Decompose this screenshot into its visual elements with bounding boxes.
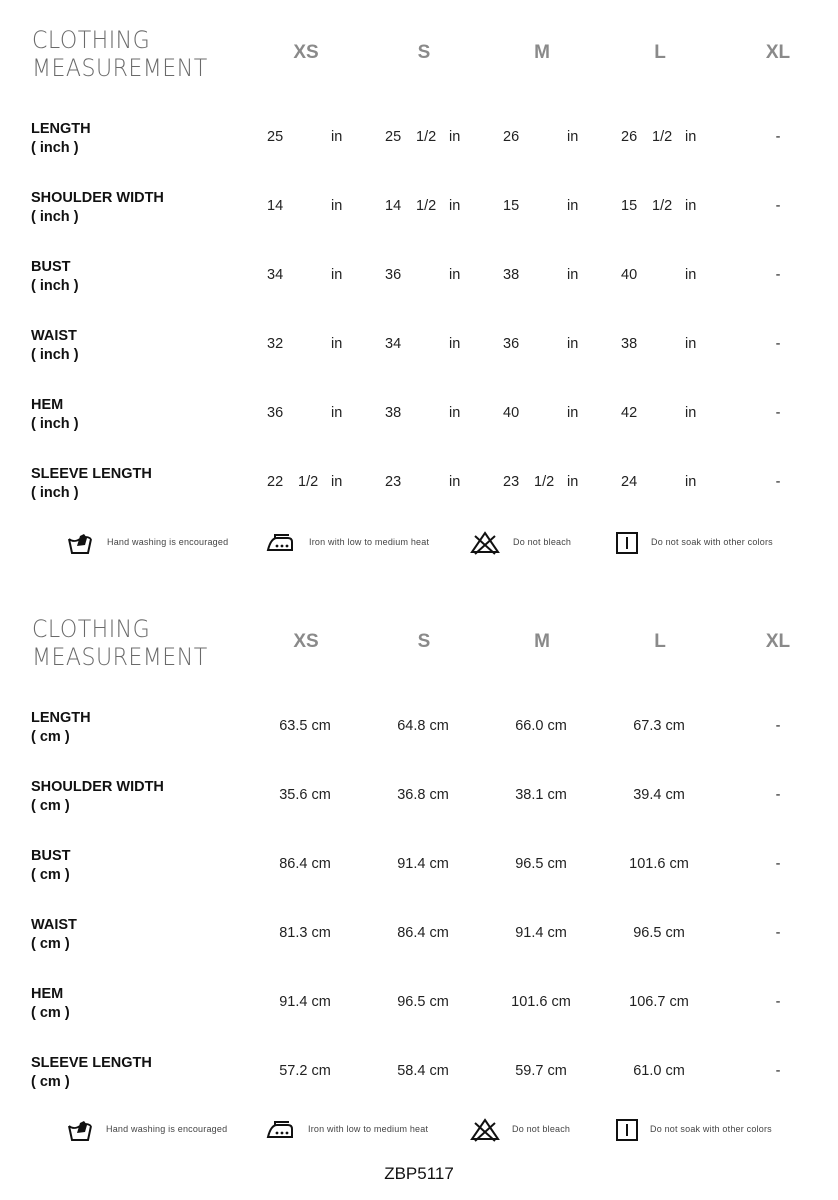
value-cm: 64.8 cm bbox=[397, 718, 449, 734]
do-not-soak-icon bbox=[614, 530, 642, 556]
value-whole: 22 bbox=[267, 474, 284, 490]
value-xl: - bbox=[775, 994, 781, 1010]
value-unit: in bbox=[449, 474, 461, 490]
title-line-2: MEASUREMENT bbox=[32, 643, 208, 671]
care-instructions bbox=[0, 530, 838, 560]
measurement-label bbox=[31, 709, 91, 747]
measurement-name: WAIST bbox=[31, 328, 77, 344]
value-whole: 14 bbox=[267, 198, 284, 214]
measurement-label bbox=[31, 465, 152, 503]
measurement-name: SLEEVE LENGTH bbox=[31, 466, 152, 482]
value-whole: 38 bbox=[385, 405, 402, 421]
size-header-xl: XL bbox=[765, 42, 791, 63]
value-unit: in bbox=[449, 129, 461, 145]
value-whole: 26 bbox=[621, 129, 638, 145]
care-item bbox=[0, 530, 838, 560]
table-row bbox=[0, 709, 838, 753]
measurement-unit: ( inch ) bbox=[31, 347, 79, 363]
value-cm: 96.5 cm bbox=[633, 925, 685, 941]
value-cm: 101.6 cm bbox=[629, 856, 689, 872]
value-xl: - bbox=[775, 925, 781, 941]
value-whole: 36 bbox=[385, 267, 402, 283]
value-unit: in bbox=[449, 405, 461, 421]
measurement-label bbox=[31, 985, 70, 1023]
value-unit: in bbox=[449, 336, 461, 352]
value-cm: 35.6 cm bbox=[279, 787, 331, 803]
value-cm: 38.1 cm bbox=[515, 787, 567, 803]
title-line-1: CLOTHING bbox=[32, 615, 151, 643]
measurement-name: SLEEVE LENGTH bbox=[31, 1055, 152, 1071]
value-cm: 59.7 cm bbox=[515, 1063, 567, 1079]
value-unit: in bbox=[449, 198, 461, 214]
value-unit: in bbox=[685, 474, 697, 490]
size-header-m: M bbox=[534, 631, 550, 652]
value-unit: in bbox=[449, 267, 461, 283]
measurement-name: SHOULDER WIDTH bbox=[31, 779, 164, 795]
value-fraction: 1/2 bbox=[416, 198, 437, 214]
page-title bbox=[32, 26, 208, 82]
value-whole: 23 bbox=[503, 474, 520, 490]
value-xl: - bbox=[775, 787, 781, 803]
measurement-name: BUST bbox=[31, 848, 71, 864]
value-unit: in bbox=[331, 336, 343, 352]
care-label: Hand washing is encouraged bbox=[106, 1124, 228, 1134]
care-label: Iron with low to medium heat bbox=[308, 1124, 429, 1134]
value-whole: 34 bbox=[267, 267, 284, 283]
value-cm: 96.5 cm bbox=[397, 994, 449, 1010]
care-label: Iron with low to medium heat bbox=[309, 537, 430, 547]
value-whole: 38 bbox=[503, 267, 520, 283]
measurement-label bbox=[31, 916, 77, 954]
care-label: Do not soak with other colors bbox=[650, 1124, 772, 1134]
value-cm: 63.5 cm bbox=[279, 718, 331, 734]
care-instructions bbox=[0, 1117, 838, 1147]
table-row bbox=[0, 396, 838, 440]
measurement-name: BUST bbox=[31, 259, 71, 275]
value-unit: in bbox=[685, 336, 697, 352]
value-unit: in bbox=[685, 129, 697, 145]
measurement-name: SHOULDER WIDTH bbox=[31, 190, 164, 206]
value-unit: in bbox=[567, 129, 579, 145]
value-cm: 67.3 cm bbox=[633, 718, 685, 734]
value-cm: 91.4 cm bbox=[279, 994, 331, 1010]
value-unit: in bbox=[567, 198, 579, 214]
value-xl: - bbox=[775, 856, 781, 872]
value-cm: 39.4 cm bbox=[633, 787, 685, 803]
value-unit: in bbox=[567, 474, 579, 490]
value-whole: 26 bbox=[503, 129, 520, 145]
measurement-unit: ( cm ) bbox=[31, 1005, 70, 1021]
measurement-unit: ( cm ) bbox=[31, 798, 70, 814]
table-row bbox=[0, 778, 838, 822]
value-whole: 24 bbox=[621, 474, 638, 490]
value-whole: 36 bbox=[503, 336, 520, 352]
table-row bbox=[0, 120, 838, 164]
care-label: Do not bleach bbox=[513, 537, 572, 547]
measurement-label bbox=[31, 1054, 152, 1092]
measurement-unit: ( inch ) bbox=[31, 140, 79, 156]
care-label: Hand washing is encouraged bbox=[107, 537, 229, 547]
measurement-unit: ( inch ) bbox=[31, 485, 79, 501]
size-header-xs: XS bbox=[293, 631, 319, 652]
value-xl: - bbox=[775, 718, 781, 734]
value-cm: 66.0 cm bbox=[515, 718, 567, 734]
value-whole: 25 bbox=[267, 129, 284, 145]
value-xl: - bbox=[775, 405, 781, 421]
table-row bbox=[0, 847, 838, 891]
value-whole: 14 bbox=[385, 198, 402, 214]
title-line-1: CLOTHING bbox=[32, 26, 151, 54]
measurement-label bbox=[31, 847, 70, 885]
value-cm: 91.4 cm bbox=[515, 925, 567, 941]
value-unit: in bbox=[567, 405, 579, 421]
value-unit: in bbox=[331, 198, 343, 214]
measurement-name: LENGTH bbox=[31, 710, 91, 726]
size-header-s: S bbox=[417, 42, 431, 63]
measurement-label bbox=[31, 778, 164, 816]
measurement-unit: ( cm ) bbox=[31, 936, 70, 952]
value-whole: 23 bbox=[385, 474, 402, 490]
value-cm: 91.4 cm bbox=[397, 856, 449, 872]
measurement-label bbox=[31, 258, 79, 296]
measurement-label bbox=[31, 327, 79, 365]
value-unit: in bbox=[331, 405, 343, 421]
page-title-cm bbox=[32, 615, 208, 671]
value-whole: 42 bbox=[621, 405, 638, 421]
table-row bbox=[0, 916, 838, 960]
value-fraction: 1/2 bbox=[298, 474, 319, 490]
table-row bbox=[0, 189, 838, 233]
value-fraction: 1/2 bbox=[652, 198, 673, 214]
title-line-2: MEASUREMENT bbox=[32, 54, 208, 82]
value-fraction: 1/2 bbox=[416, 129, 437, 145]
care-label: Do not soak with other colors bbox=[651, 537, 773, 547]
value-xl: - bbox=[775, 1063, 781, 1079]
value-whole: 34 bbox=[385, 336, 402, 352]
value-whole: 40 bbox=[503, 405, 520, 421]
value-unit: in bbox=[685, 267, 697, 283]
measurement-name: WAIST bbox=[31, 917, 77, 933]
do-not-soak-icon bbox=[614, 1117, 642, 1143]
value-cm: 106.7 cm bbox=[629, 994, 689, 1010]
value-whole: 15 bbox=[503, 198, 520, 214]
measurement-name: HEM bbox=[31, 397, 64, 413]
table-row bbox=[0, 327, 838, 371]
value-unit: in bbox=[331, 267, 343, 283]
size-header-xs: XS bbox=[293, 42, 319, 63]
size-header-s: S bbox=[417, 631, 431, 652]
size-header-l: L bbox=[654, 42, 666, 63]
value-cm: 57.2 cm bbox=[279, 1063, 331, 1079]
size-header-l: L bbox=[654, 631, 666, 652]
care-label: Do not bleach bbox=[512, 1124, 571, 1134]
measurement-unit: ( cm ) bbox=[31, 729, 70, 745]
table-row bbox=[0, 985, 838, 1029]
value-cm: 58.4 cm bbox=[397, 1063, 449, 1079]
value-xl: - bbox=[775, 267, 781, 283]
value-whole: 40 bbox=[621, 267, 638, 283]
value-unit: in bbox=[567, 267, 579, 283]
product-code: ZBP5117 bbox=[384, 1164, 454, 1183]
measurement-label bbox=[31, 120, 91, 158]
value-whole: 25 bbox=[385, 129, 402, 145]
value-cm: 86.4 cm bbox=[397, 925, 449, 941]
value-xl: - bbox=[775, 129, 781, 145]
value-cm: 81.3 cm bbox=[279, 925, 331, 941]
value-cm: 61.0 cm bbox=[633, 1063, 685, 1079]
value-whole: 38 bbox=[621, 336, 638, 352]
value-cm: 96.5 cm bbox=[515, 856, 567, 872]
size-header-xl: XL bbox=[765, 631, 791, 652]
measurement-unit: ( inch ) bbox=[31, 209, 79, 225]
value-fraction: 1/2 bbox=[534, 474, 555, 490]
value-cm: 101.6 cm bbox=[511, 994, 571, 1010]
value-whole: 15 bbox=[621, 198, 638, 214]
table-row bbox=[0, 465, 838, 509]
value-xl: - bbox=[775, 474, 781, 490]
value-fraction: 1/2 bbox=[652, 129, 673, 145]
care-item bbox=[0, 1117, 838, 1147]
value-unit: in bbox=[685, 198, 697, 214]
value-unit: in bbox=[685, 405, 697, 421]
value-unit: in bbox=[331, 129, 343, 145]
size-header-m: M bbox=[534, 42, 550, 63]
measurement-unit: ( cm ) bbox=[31, 1074, 70, 1090]
value-cm: 86.4 cm bbox=[279, 856, 331, 872]
measurement-name: LENGTH bbox=[31, 121, 91, 137]
measurement-unit: ( inch ) bbox=[31, 416, 79, 432]
value-unit: in bbox=[567, 336, 579, 352]
measurement-unit: ( inch ) bbox=[31, 278, 79, 294]
value-unit: in bbox=[331, 474, 343, 490]
value-whole: 36 bbox=[267, 405, 284, 421]
table-row bbox=[0, 258, 838, 302]
value-whole: 32 bbox=[267, 336, 284, 352]
value-xl: - bbox=[775, 198, 781, 214]
table-row bbox=[0, 1054, 838, 1098]
value-cm: 36.8 cm bbox=[397, 787, 449, 803]
measurement-label bbox=[31, 189, 164, 227]
measurement-name: HEM bbox=[31, 986, 64, 1002]
value-xl: - bbox=[775, 336, 781, 352]
measurement-label bbox=[31, 396, 79, 434]
measurement-unit: ( cm ) bbox=[31, 867, 70, 883]
